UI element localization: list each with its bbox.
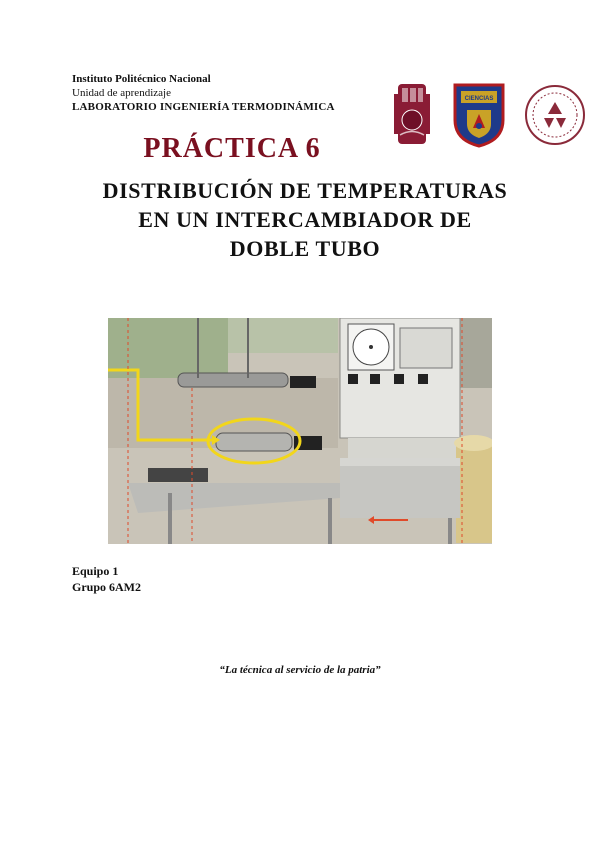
- institution-name: Instituto Politécnico Nacional: [72, 73, 211, 85]
- svg-text:CIENCIAS: CIENCIAS: [464, 96, 494, 102]
- team-info: [72, 563, 141, 595]
- equipo-label: Equipo 1: [72, 564, 119, 578]
- practice-text: PRÁCTICA 6: [143, 133, 321, 164]
- title-line: DISTRIBUCIÓN DE TEMPERATURAS: [102, 178, 508, 203]
- practice-number: [0, 133, 600, 165]
- lab-equipment-photo: [108, 318, 492, 544]
- institution-header: [72, 72, 335, 114]
- unit-label: Unidad de aprendizaje: [72, 87, 171, 99]
- document-title: [0, 176, 600, 263]
- motto: “La técnica al servicio de la patria”: [219, 664, 381, 676]
- title-line: DOBLE TUBO: [229, 236, 381, 261]
- laboratory-name: LABORATORIO INGENIERÍA TERMODINÁMICA: [72, 101, 335, 113]
- title-line: EN UN INTERCAMBIADOR DE: [138, 207, 472, 232]
- grupo-label: Grupo 6AM2: [72, 580, 141, 594]
